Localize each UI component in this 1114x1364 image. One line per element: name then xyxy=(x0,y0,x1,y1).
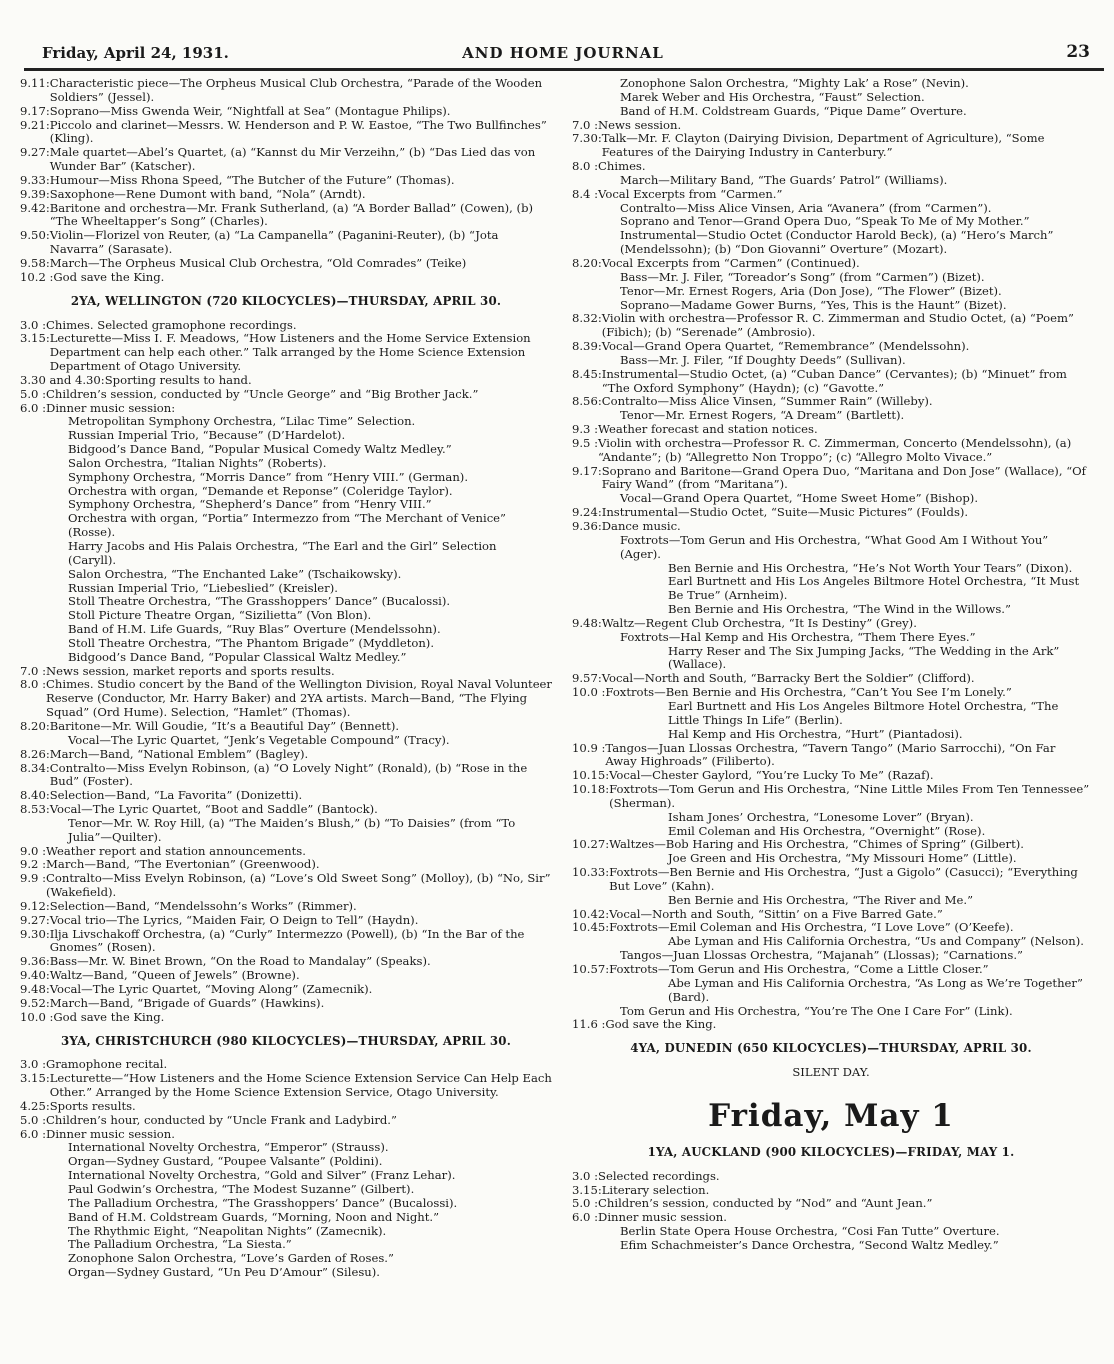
entry-text: Male quartet—Abel’s Quartet, (a) “Kannst du Mir Verzeihn,” (b) “Das Lied das von Wunder Bar” (Katscher). xyxy=(49,145,536,174)
program-item: Stoll Theatre Orchestra, “The Grasshoppers’ Dance” (Bucalossi). xyxy=(68,594,451,609)
program-entry xyxy=(572,1018,1090,1032)
program-entry xyxy=(20,388,552,402)
entry-time: 3.30 and 4.30: xyxy=(20,372,105,387)
entry-time: 9.27: xyxy=(20,145,50,160)
entry-time: 9.36: xyxy=(20,954,50,969)
program-subitem: Hal Kemp and His Orchestra, “Hurt” (Piantadosi). xyxy=(668,726,963,741)
program-item: The Palladium Orchestra, “The Grasshoppers’ Dance” (Bucalossi). xyxy=(68,1195,458,1210)
entry-text: Violin—Florizel von Reuter, (a) “La Campanella” (Paganini-Reuter), (b) “Jota Navarra” (Sarasate). xyxy=(49,228,499,257)
entry-text: Waltz—Regent Club Orchestra, “It Is Destiny” (Grey). xyxy=(601,615,917,630)
program-item: Vocal—Grand Opera Quartet, “Home Sweet Home” (Bishop). xyxy=(620,491,979,506)
entry-time: 3.15: xyxy=(20,331,50,346)
entry-text: Characteristic piece—The Orpheus Musical Club Orchestra, “Parade of the Wooden Soldiers” (Jessel). xyxy=(49,76,543,104)
program-entry xyxy=(20,845,552,859)
header-rule xyxy=(24,68,1104,71)
entry-time: 8.53: xyxy=(20,802,50,817)
entry-time: 7.30: xyxy=(572,131,602,146)
day-heading: Friday, May 1 xyxy=(708,1097,954,1134)
program-item: Zonophone Salon Orchestra, “Love’s Garden of Roses.” xyxy=(68,1251,394,1266)
entry-time: 10.57: xyxy=(572,962,610,976)
entry-time: 8.26: xyxy=(20,746,50,761)
entry-text: Chimes. xyxy=(598,159,646,174)
program-entry xyxy=(20,720,552,734)
program-item: March—Military Band, “The Guards’ Patrol” (Williams). xyxy=(620,172,948,187)
program-entry xyxy=(572,188,1090,202)
entry-time: 10.18: xyxy=(572,782,610,797)
entry-time: 9.50: xyxy=(20,228,50,243)
entry-text: Literary selection. xyxy=(601,1182,710,1197)
program-subitem: Ben Bernie and His Orchestra, “The Wind in the Willows.” xyxy=(668,602,1011,617)
program-item: Symphony Orchestra, “Morris Dance” from “Henry VIII.” (German). xyxy=(68,469,469,484)
entry-time: 10.2 : xyxy=(20,269,54,284)
entry-text: Foxtrots—Tom Gerun and His Orchestra, “Nine Little Miles From Ten Tennessee” (Sherman). xyxy=(609,782,1090,810)
entry-text: Vocal Excerpts from “Carmen” (Continued). xyxy=(601,255,860,270)
page-header xyxy=(30,44,1096,68)
program-entry xyxy=(20,678,552,720)
program-entry xyxy=(20,402,552,416)
entry-time: 7.0 : xyxy=(20,663,47,678)
entry-text: Soprano—Miss Gwenda Weir, “Nightfall at Sea” (Montague Philips). xyxy=(49,103,451,118)
program-subitem: Earl Burtnett and His Los Angeles Biltmore Hotel Orchestra, “It Must Be True” (Arnheim). xyxy=(668,574,1080,603)
entry-text: Tangos—Juan Llossas Orchestra, “Tavern Tango” (Mario Sarrocchi), “On Far Away Highroads” (Filiberto). xyxy=(605,740,1056,769)
entry-time: 6.0 : xyxy=(20,400,47,415)
program-entry xyxy=(572,866,1090,894)
entry-text: March—Band, “Brigade of Guards” (Hawkins). xyxy=(49,995,325,1010)
entry-text: Bass—Mr. W. Binet Brown, “On the Road to Mandalay” (Speaks). xyxy=(49,954,431,969)
entry-text: Waltzes—Bob Haring and His Orchestra, “Chimes of Spring” (Gilbert). xyxy=(609,837,1024,852)
entry-time: 9.24: xyxy=(572,505,602,520)
entry-time: 6.0 : xyxy=(20,1126,47,1141)
entry-time: 3.0 : xyxy=(20,1057,47,1072)
entry-text: Vocal—Chester Gaylord, “You’re Lucky To Me” (Razaf). xyxy=(609,768,934,783)
entry-text: Foxtrots—Tom Gerun and His Orchestra, “Come a Little Closer.” xyxy=(609,962,989,976)
right-column xyxy=(572,77,1090,1253)
entry-time: 10.0 : xyxy=(20,1009,54,1024)
entry-text: Sporting results to hand. xyxy=(104,372,252,387)
program-item: Vocal—The Lyric Quartet, “Jenk’s Vegetable Compound” (Tracy). xyxy=(68,732,450,747)
entry-time: 9.9 : xyxy=(20,871,47,886)
program-entry xyxy=(20,188,552,202)
entry-text: Children’s hour, conducted by “Uncle Frank and Ladybird.” xyxy=(46,1112,397,1127)
entry-time: 9.3 : xyxy=(572,422,599,437)
program-entry xyxy=(20,146,552,174)
program-entry xyxy=(20,955,552,969)
program-entry xyxy=(20,983,552,997)
program-entry xyxy=(572,769,1090,783)
entry-text: Instrumental—Studio Octet, (a) “Cuban Dance” (Cervantes); (b) “Minuet” from “The Oxford Symphony” (Haydn); (c) “Gavotte.” xyxy=(601,366,1067,395)
entry-text: Selected recordings. xyxy=(598,1168,720,1183)
program-entry xyxy=(20,762,552,790)
program-item: Organ—Sydney Gustard, “Poupee Valsante” (Poldini). xyxy=(68,1154,383,1169)
program-entry xyxy=(572,132,1090,160)
program-item: Salon Orchestra, “Italian Nights” (Roberts). xyxy=(68,455,327,470)
program-entry xyxy=(572,1184,1090,1198)
entry-text: Children’s session, conducted by “Nod” and “Aunt Jean.” xyxy=(598,1196,933,1211)
program-item: Soprano—Madame Gower Burns, “Yes, This is the Haunt” (Bizet). xyxy=(620,297,1007,312)
entry-time: 10.45: xyxy=(572,920,610,935)
station-heading: 3YA, CHRISTCHURCH (980 KILOCYCLES)—THURSDAY, APRIL 30. xyxy=(60,1033,511,1048)
entry-text: Soprano and Baritone—Grand Opera Duo, “Maritana and Don Jose” (Wallace), “Of Fairy Wand” (from “Maritana”). xyxy=(601,463,1086,492)
entry-time: 9.27: xyxy=(20,912,50,927)
entry-text: Instrumental—Studio Octet, “Suite—Music Pictures” (Foulds). xyxy=(601,505,969,520)
entry-text: Violin with orchestra—Professor R. C. Zimmerman and Studio Octet, (a) “Poem” (Fibich); (b) “Serenade” (Ambrosio). xyxy=(601,311,1074,340)
program-entry xyxy=(572,119,1090,133)
program-item: Band of H.M. Coldstream Guards, “Pique Dame” Overture. xyxy=(620,103,967,118)
program-item: Bass—Mr. J. Filer, “Toreador’s Song” (from “Carmen”) (Bizet). xyxy=(620,269,985,284)
program-entry xyxy=(20,789,552,803)
program-item: Harry Jacobs and His Palais Orchestra, “The Earl and the Girl” Selection (Caryll). xyxy=(68,539,497,567)
program-entry xyxy=(20,271,552,285)
program-item: Bidgood’s Dance Band, “Popular Classical Waltz Medley.” xyxy=(68,649,407,664)
entry-time: 3.0 : xyxy=(20,317,47,332)
program-entry xyxy=(572,672,1090,686)
program-entry xyxy=(20,997,552,1011)
program-item: Stoll Picture Theatre Organ, “Sizilietta” (Von Blon). xyxy=(68,608,372,623)
program-entry xyxy=(572,368,1090,396)
program-entry xyxy=(572,395,1090,409)
entry-text: Saxophone—Rene Dumont with band, “Nola” (Arndt). xyxy=(49,186,366,201)
entry-time: 8.40: xyxy=(20,788,50,803)
program-item: Stoll Theatre Orchestra, “The Phantom Brigade” (Myddleton). xyxy=(68,635,435,650)
program-entry xyxy=(20,257,552,271)
program-entry xyxy=(572,921,1090,935)
program-subitem: Joe Green and His Orchestra, “My Missouri Home” (Little). xyxy=(668,851,1017,866)
program-item: International Novelty Orchestra, “Gold and Silver” (Franz Lehar). xyxy=(68,1168,456,1183)
entry-time: 9.48: xyxy=(572,615,602,630)
header-title: AND HOME JOURNAL xyxy=(462,44,664,62)
entry-text: Sports results. xyxy=(49,1098,136,1113)
entry-time: 9.0 : xyxy=(20,843,47,858)
entry-text: March—Band, “The Evertonian” (Greenwood). xyxy=(46,857,320,872)
entry-text: Baritone and orchestra—Mr. Frank Sutherland, (a) “A Border Ballad” (Cowen), (b) “The Wheeltapper’s Song” (Charles). xyxy=(49,200,534,229)
program-item: Tom Gerun and His Orchestra, “You’re The One I Care For” (Link). xyxy=(620,1003,1013,1018)
entry-text: Vocal—The Lyric Quartet, “Boot and Saddle” (Bantock). xyxy=(49,802,378,817)
entry-time: 10.42: xyxy=(572,906,610,921)
program-item: Foxtrots—Hal Kemp and His Orchestra, “Them There Eyes.” xyxy=(620,629,976,644)
entry-text: Vocal—The Lyric Quartet, “Moving Along” (Zamecnik). xyxy=(49,982,373,996)
program-entry xyxy=(20,858,552,872)
entry-text: Contralto—Miss Evelyn Robinson, (a) “Love’s Old Sweet Song” (Molloy), (b) “No, Sir” (Wakefield). xyxy=(46,871,551,900)
entry-time: 9.39: xyxy=(20,186,50,201)
program-entry xyxy=(572,465,1090,493)
entry-text: God save the King. xyxy=(605,1017,717,1032)
program-entry xyxy=(572,963,1090,977)
program-item: Band of H.M. Life Guards, “Ruy Blas” Overture (Mendelssohn). xyxy=(68,622,441,637)
program-entry xyxy=(20,1100,552,1114)
entry-text: Vocal—North and South, “Barracky Bert the Soldier” (Clifford). xyxy=(601,671,975,686)
program-entry xyxy=(20,174,552,188)
entry-time: 10.15: xyxy=(572,768,610,783)
entry-time: 5.0 : xyxy=(20,386,47,401)
program-entry xyxy=(20,803,552,817)
program-item: Efim Schachmeister’s Dance Orchestra, “Second Waltz Medley.” xyxy=(620,1237,999,1252)
entry-time: 9.5 : xyxy=(572,435,599,450)
program-entry xyxy=(20,119,552,147)
program-subitem: Harry Reser and The Six Jumping Jacks, “The Wedding in the Ark” (Wallace). xyxy=(668,643,1060,672)
entry-time: 8.0 : xyxy=(20,677,47,692)
entry-text: Selection—Band, “Mendelssohn’s Works” (Rimmer). xyxy=(49,898,357,913)
program-entry xyxy=(572,160,1090,174)
program-item: Soprano and Tenor—Grand Opera Duo, “Speak To Me of My Mother.” xyxy=(620,214,1030,229)
entry-text: Foxtrots—Ben Bernie and His Orchestra, “Just a Gigolo” (Casucci); “Everything But Love” (Kahn). xyxy=(609,865,1078,893)
entry-text: Dinner music session. xyxy=(598,1210,727,1225)
program-item: Bidgood’s Dance Band, “Popular Musical Comedy Waltz Medley.” xyxy=(68,442,452,457)
entry-time: 9.40: xyxy=(20,968,50,983)
program-item: Zonophone Salon Orchestra, “Mighty Lak’ a Rose” (Nevin). xyxy=(620,76,969,90)
entry-text: God save the King. xyxy=(53,269,165,284)
program-entry xyxy=(20,665,552,679)
entry-time: 8.20: xyxy=(572,255,602,270)
program-entry xyxy=(20,229,552,257)
entry-text: Vocal—Grand Opera Quartet, “Remembrance” (Mendelssohn). xyxy=(601,339,970,354)
program-item: Tenor—Mr. W. Roy Hill, (a) “The Maiden’s Blush,” (b) “To Daisies” (from “To Julia”—Quilter). xyxy=(68,815,516,844)
program-entry xyxy=(20,1011,552,1025)
entry-text: Foxtrots—Emil Coleman and His Orchestra, “I Love Love” (O’Keefe). xyxy=(609,920,1014,935)
program-entry xyxy=(20,77,552,105)
entry-text: Waltz—Band, “Queen of Jewels” (Browne). xyxy=(49,968,300,983)
entry-text: Chimes. Selected gramophone recordings. xyxy=(46,317,297,332)
entry-time: 9.36: xyxy=(572,519,602,533)
station-heading: 4YA, DUNEDIN (650 KILOCYCLES)—THURSDAY, APRIL 30. xyxy=(630,1041,1032,1056)
entry-time: 9.42: xyxy=(20,200,50,215)
entry-text: Dinner music session. xyxy=(46,1126,175,1141)
program-item: Instrumental—Studio Octet (Conductor Harold Beck), (a) “Hero’s March” (Mendelssohn); (b) “Don Giovanni” Overture” (Mozart). xyxy=(620,228,1054,257)
page-number: 23 xyxy=(1066,42,1090,62)
entry-text: Violin with orchestra—Professor R. C. Zimmerman, Concerto (Mendelssohn), (a) “Andante”; (b) “Allegretto Non Troppo”; (c) “Allegro Molto Vivace.” xyxy=(598,435,1072,464)
program-entry xyxy=(20,900,552,914)
entry-time: 9.21: xyxy=(20,117,50,132)
entry-text: Vocal Excerpts from “Carmen.” xyxy=(598,186,783,201)
program-entry xyxy=(572,1197,1090,1211)
program-item: Tangos—Juan Llossas Orchestra, “Majanah” (Llossas); “Carnations.” xyxy=(620,948,1023,963)
program-entry xyxy=(572,617,1090,631)
entry-time: 9.58: xyxy=(20,255,50,270)
header-date: Friday, April 24, 1931. xyxy=(42,44,229,62)
program-item: Symphony Orchestra, “Shepherd’s Dance” from “Henry VIII.” xyxy=(68,497,432,512)
entry-text: Foxtrots—Ben Bernie and His Orchestra, “Can’t You See I’m Lonely.” xyxy=(605,685,1012,700)
entry-time: 8.56: xyxy=(572,394,602,409)
program-item: International Novelty Orchestra, “Emperor” (Strauss). xyxy=(68,1140,389,1155)
program-entry xyxy=(572,257,1090,271)
program-entry xyxy=(20,1128,552,1142)
entry-time: 5.0 : xyxy=(20,1112,47,1127)
program-entry xyxy=(572,783,1090,811)
program-entry xyxy=(572,423,1090,437)
entry-text: Contralto—Miss Alice Vinsen, “Summer Rain” (Willeby). xyxy=(601,394,933,409)
program-item: Orchestra with organ, “Demande et Reponse” (Coleridge Taylor). xyxy=(68,483,453,498)
program-item: Salon Orchestra, “The Enchanted Lake” (Tschaikowsky). xyxy=(68,566,402,581)
program-entry xyxy=(20,969,552,983)
program-subitem: Emil Coleman and His Orchestra, “Overnight” (Rose). xyxy=(668,823,986,838)
entry-text: Ilja Livschakoff Orchestra, (a) “Curly” Intermezzo (Powell), (b) “In the Bar of the Gnomes” (Rosen). xyxy=(49,926,525,955)
program-item: The Palladium Orchestra, “La Siesta.” xyxy=(68,1237,292,1252)
program-subitem: Ben Bernie and His Orchestra, “The River and Me.” xyxy=(668,892,973,907)
program-entry xyxy=(572,838,1090,852)
program-item: Russian Imperial Trio, “Because” (D’Hardelot). xyxy=(68,428,346,443)
program-subitem: Abe Lyman and His California Orchestra, “As Long as We’re Together” (Bard). xyxy=(668,975,1083,1004)
entry-text: Dance music. xyxy=(601,519,681,533)
program-entry xyxy=(572,520,1090,534)
entry-time: 3.0 : xyxy=(572,1168,599,1183)
entry-text: Weather forecast and station notices. xyxy=(598,422,818,437)
entry-text: Lecturette—“How Listeners and the Home Science Extension Service Can Help Each Other.” Arranged by the Home Science Extension Service, Otago University. xyxy=(49,1071,552,1100)
left-column xyxy=(20,77,552,1280)
entry-time: 8.0 : xyxy=(572,159,599,174)
station-heading: 2YA, WELLINGTON (720 KILOCYCLES)—THURSDAY, APRIL 30. xyxy=(70,293,502,308)
entry-text: Humour—Miss Rhona Speed, “The Butcher of the Future” (Thomas). xyxy=(49,172,455,187)
entry-text: March—Band, “National Emblem” (Bagley). xyxy=(49,746,309,761)
entry-time: 10.0 : xyxy=(572,685,606,700)
program-item: Russian Imperial Trio, “Liebeslied” (Kreisler). xyxy=(68,580,338,595)
program-entry xyxy=(20,374,552,388)
entry-text: Baritone—Mr. Will Goudie, “It’s a Beautiful Day” (Bennett). xyxy=(49,718,400,733)
program-subitem: Abe Lyman and His California Orchestra, “Us and Company” (Nelson). xyxy=(668,934,1084,949)
entry-time: 8.45: xyxy=(572,366,602,381)
program-item: Band of H.M. Coldstream Guards, “Morning, Noon and Night.” xyxy=(68,1209,440,1224)
entry-text: Gramophone recital. xyxy=(46,1057,168,1072)
entry-time: 8.20: xyxy=(20,718,50,733)
program-item: Marek Weber and His Orchestra, “Faust” Selection. xyxy=(620,89,925,104)
entry-text: Vocal trio—The Lyrics, “Maiden Fair, O Deign to Tell” (Haydn). xyxy=(49,912,419,927)
entry-time: 9.11: xyxy=(20,76,50,90)
program-entry xyxy=(20,1072,552,1100)
program-item: Tenor—Mr. Ernest Rogers, “A Dream” (Bartlett). xyxy=(620,408,905,423)
entry-time: 3.15: xyxy=(20,1071,50,1086)
program-subitem: Ben Bernie and His Orchestra, “He’s Not Worth Your Tears” (Dixon). xyxy=(668,560,1073,575)
program-item: Berlin State Opera House Orchestra, “Cosi Fan Tutte” Overture. xyxy=(620,1224,1000,1239)
entry-text: God save the King. xyxy=(53,1009,165,1024)
entry-time: 6.0 : xyxy=(572,1210,599,1225)
entry-time: 9.17: xyxy=(572,463,602,478)
entry-text: Weather report and station announcements. xyxy=(46,843,306,858)
entry-text: March—The Orpheus Musical Club Orchestra, “Old Comrades” (Teike) xyxy=(49,255,467,270)
entry-text: Talk—Mr. F. Clayton (Dairying Division, Department of Agriculture), “Some Features of the Dairying Industry in Canterbury.” xyxy=(601,131,1045,160)
entry-text: Children’s session, conducted by “Uncle George” and “Big Brother Jack.” xyxy=(46,386,479,401)
entry-time: 8.4 : xyxy=(572,186,599,201)
entry-time: 9.2 : xyxy=(20,857,47,872)
entry-time: 10.9 : xyxy=(572,740,606,755)
entry-time: 10.27: xyxy=(572,837,610,852)
entry-text: News session. xyxy=(598,117,682,132)
program-item: Paul Godwin’s Orchestra, “The Modest Suzanne” (Gilbert). xyxy=(68,1181,415,1196)
program-item: The Rhythmic Eight, “Neapolitan Nights” (Zamecnik). xyxy=(68,1223,387,1238)
program-entry xyxy=(20,319,552,333)
station-note: SILENT DAY. xyxy=(792,1065,870,1080)
entry-time: 9.17: xyxy=(20,103,50,118)
entry-time: 9.48: xyxy=(20,982,50,996)
program-entry xyxy=(20,332,552,374)
program-item: Foxtrots—Tom Gerun and His Orchestra, “What Good Am I Without You” (Ager). xyxy=(620,532,1049,561)
entry-text: Vocal—North and South, “Sittin’ on a Five Barred Gate.” xyxy=(609,906,943,921)
program-entry xyxy=(572,506,1090,520)
entry-time: 7.0 : xyxy=(572,117,599,132)
entry-time: 8.39: xyxy=(572,339,602,354)
entry-time: 9.30: xyxy=(20,926,50,941)
entry-text: Lecturette—Miss I. F. Meadows, “How Listeners and the Home Service Extension Department can help each other.” Talk arranged by the Home Science Extension Department of Otago University. xyxy=(49,331,531,374)
program-entry xyxy=(572,908,1090,922)
program-item: Orchestra with organ, “Portia” Intermezzo from “The Merchant of Venice” (Rosse). xyxy=(68,511,506,540)
program-entry xyxy=(20,928,552,956)
entry-time: 5.0 : xyxy=(572,1196,599,1211)
program-entry xyxy=(20,105,552,119)
program-entry xyxy=(572,340,1090,354)
program-entry xyxy=(20,914,552,928)
entry-text: Selection—Band, “La Favorita” (Donizetti). xyxy=(49,788,303,803)
program-item: Bass—Mr. J. Filer, “If Doughty Deeds” (Sullivan). xyxy=(620,352,906,367)
entry-text: News session, market reports and sports results. xyxy=(46,663,335,678)
entry-text: Dinner music session: xyxy=(46,400,176,415)
program-entry xyxy=(572,312,1090,340)
entry-text: Contralto—Miss Evelyn Robinson, (a) “O Lovely Night” (Ronald), (b) “Rose in the Bud” (Foster). xyxy=(49,760,528,789)
program-item: Metropolitan Symphony Orchestra, “Lilac Time” Selection. xyxy=(68,414,416,429)
program-entry xyxy=(20,872,552,900)
entry-time: 10.33: xyxy=(572,865,610,880)
entry-text: Piccolo and clarinet—Messrs. W. Henderson and P. W. Eastoe, “The Two Bullfinches” (Kling). xyxy=(49,117,547,146)
entry-time: 9.33: xyxy=(20,172,50,187)
entry-time: 8.34: xyxy=(20,760,50,775)
entry-time: 11.6 : xyxy=(572,1017,606,1032)
entry-time: 4.25: xyxy=(20,1098,50,1113)
entry-time: 9.12: xyxy=(20,898,50,913)
program-item: Tenor—Mr. Ernest Rogers, Aria (Don Jose), “The Flower” (Bizet). xyxy=(620,283,1002,298)
program-entry xyxy=(572,686,1090,700)
program-item: Contralto—Miss Alice Vinsen, Aria “Avanera” (from “Carmen”). xyxy=(620,200,992,215)
entry-time: 3.15: xyxy=(572,1182,602,1197)
entry-time: 9.57: xyxy=(572,671,602,686)
program-entry xyxy=(572,742,1090,770)
program-entry xyxy=(20,1058,552,1072)
program-entry xyxy=(20,1114,552,1128)
program-entry xyxy=(572,1170,1090,1184)
entry-text: Chimes. Studio concert by the Band of the Wellington Division, Royal Naval Volunteer Reserve (Conductor, Mr. Harry Baker) and 2YA artists. March—Band, “The Flying Squad” (Ord Hume). Selection, “Hamlet” (Thomas). xyxy=(46,677,552,720)
program-entry xyxy=(572,1211,1090,1225)
program-entry xyxy=(572,437,1090,465)
station-heading: 1YA, AUCKLAND (900 KILOCYCLES)—FRIDAY, MAY 1. xyxy=(647,1144,1015,1159)
entry-time: 8.32: xyxy=(572,311,602,326)
entry-time: 9.52: xyxy=(20,995,50,1010)
program-subitem: Earl Burtnett and His Los Angeles Biltmore Hotel Orchestra, “The Little Things In Life” (Berlin). xyxy=(668,698,1059,727)
program-entry xyxy=(20,748,552,762)
program-entry xyxy=(20,202,552,230)
program-item: Organ—Sydney Gustard, “Un Peu D’Amour” (Silesu). xyxy=(68,1265,380,1280)
program-subitem: Isham Jones’ Orchestra, “Lonesome Lover” (Bryan). xyxy=(668,809,974,824)
